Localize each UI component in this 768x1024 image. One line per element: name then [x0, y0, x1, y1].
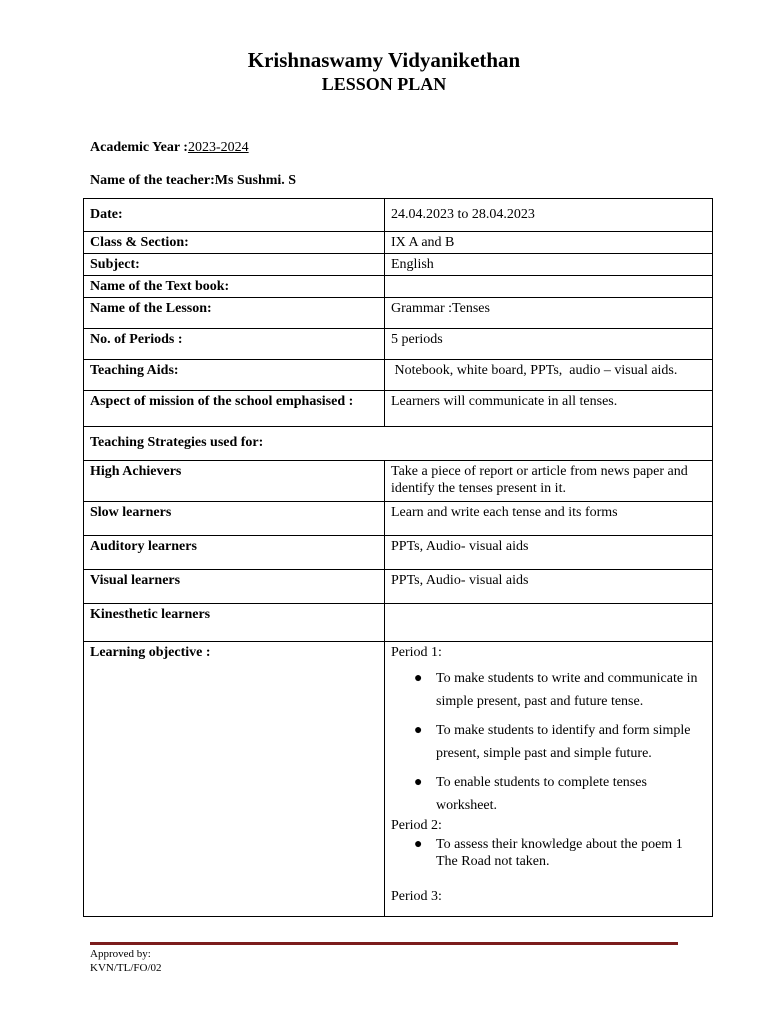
mission-label: Aspect of mission of the school emphasised :: [84, 391, 385, 427]
lesson-plan-table: [83, 198, 713, 917]
document-title: LESSON PLAN: [321, 74, 447, 94]
aids-label: Teaching Aids:: [84, 360, 385, 391]
periods-label: No. of Periods :: [84, 329, 385, 360]
kinesthetic-value: [385, 604, 713, 642]
teacher-name: [90, 173, 296, 189]
list-item: ● To make students to identify and form simple present, simple past and simple future.: [436, 719, 706, 765]
approved-by: Approved by:: [90, 948, 151, 960]
period-3-heading: Period 3:: [391, 889, 442, 904]
auditory-value: PPTs, Audio- visual aids: [385, 536, 713, 570]
lesson-label: Name of the Lesson:: [84, 298, 385, 329]
footer-divider: [90, 942, 678, 945]
teacher-value: Ms Sushmi. S: [214, 173, 297, 188]
period-2-list: [391, 836, 706, 870]
high-label: High Achievers: [84, 461, 385, 502]
mission-value: Learners will communicate in all tenses.: [385, 391, 713, 427]
list-item: ● To enable students to complete tenses worksheet.: [436, 771, 706, 817]
list-item: ● To assess their knowledge about the poem 1 The Road not taken.: [414, 837, 683, 869]
row-mission: [84, 391, 713, 427]
academic-year: [90, 140, 249, 156]
bullet-icon: ●: [414, 723, 423, 738]
kinesthetic-label: Kinesthetic learners: [84, 604, 385, 642]
slow-value: Learn and write each tense and its forms: [385, 502, 713, 536]
textbook-label: Name of the Text book:: [84, 276, 385, 298]
row-high-achievers: [84, 461, 713, 502]
objective-label: Learning objective :: [84, 642, 385, 917]
row-lesson: [84, 298, 713, 329]
row-textbook: [84, 276, 713, 298]
row-auditory-learners: [84, 536, 713, 570]
academic-year-label: Academic Year :: [90, 140, 188, 155]
bullet-icon: ●: [414, 671, 423, 686]
class-label: Class & Section:: [84, 232, 385, 254]
row-aids: [84, 360, 713, 391]
subject-label: Subject:: [84, 254, 385, 276]
visual-value: PPTs, Audio- visual aids: [385, 570, 713, 604]
period-1-heading: Period 1:: [391, 645, 442, 660]
objective-content: [385, 642, 713, 917]
row-date: [84, 199, 713, 232]
row-strategies: [84, 427, 713, 461]
slow-label: Slow learners: [84, 502, 385, 536]
date-value: 24.04.2023 to 28.04.2023: [385, 199, 713, 232]
date-label: Date:: [84, 199, 385, 232]
school-name: Krishnaswamy Vidyanikethan: [247, 48, 521, 72]
teacher-label: Name of the teacher:: [90, 173, 215, 188]
strategies-label: Teaching Strategies used for:: [84, 427, 713, 461]
row-visual-learners: [84, 570, 713, 604]
visual-label: Visual learners: [84, 570, 385, 604]
high-value: Take a piece of report or article from news paper and identify the tenses present in it.: [385, 461, 713, 502]
textbook-value: [385, 276, 713, 298]
aids-value: Notebook, white board, PPTs, audio – visual aids.: [385, 360, 713, 391]
row-slow-learners: [84, 502, 713, 536]
period-2-heading: Period 2:: [391, 818, 442, 833]
period-1-list: [391, 667, 706, 817]
row-learning-objective: [84, 642, 713, 917]
auditory-label: Auditory learners: [84, 536, 385, 570]
bullet-icon: ●: [414, 837, 423, 852]
row-class: [84, 232, 713, 254]
bullet-icon: ●: [414, 775, 423, 790]
lesson-value: Grammar :Tenses: [385, 298, 713, 329]
form-code: KVN/TL/FO/02: [90, 962, 162, 974]
row-kinesthetic-learners: [84, 604, 713, 642]
list-item: ● To make students to write and communicate in simple present, past and future tense.: [436, 667, 706, 713]
periods-value: 5 periods: [385, 329, 713, 360]
class-value: IX A and B: [385, 232, 713, 254]
academic-year-value: 2023-2024: [187, 140, 249, 155]
row-subject: [84, 254, 713, 276]
subject-value: English: [385, 254, 713, 276]
row-periods: [84, 329, 713, 360]
